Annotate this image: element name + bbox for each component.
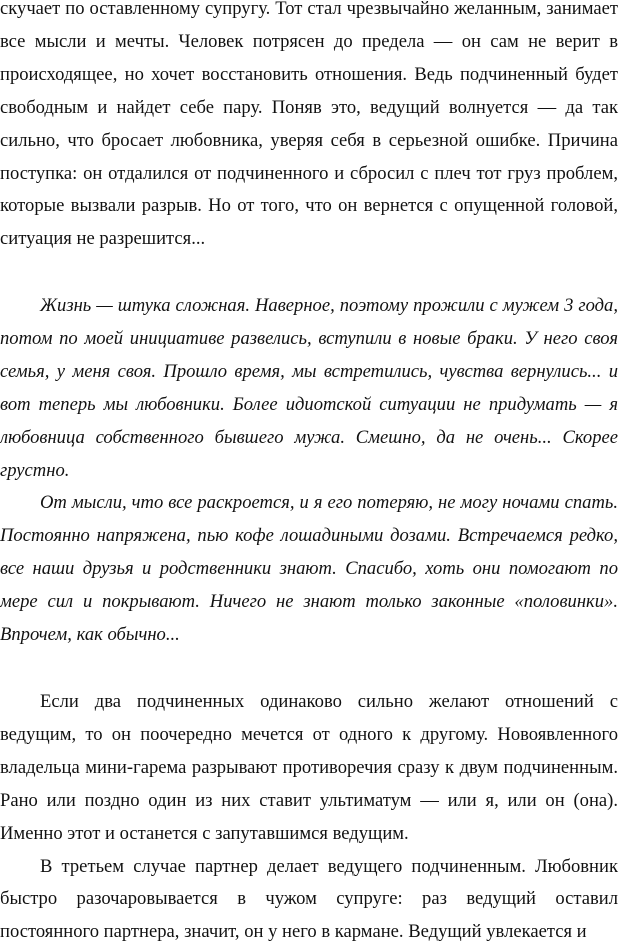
quoted-letter-block <box>0 290 618 652</box>
quote-paragraph-2: От мысли, что все раскроется, и я его потеряю, не могу ночами спать. Постоянно напряжена, пью кофе лошадиными дозами. Встречаемся редко, все наши друзья и родственники знают. Спасибо, хоть они помогают по мере сил и покрывают. Ничего не знают только законные «половинки». Впрочем, как обычно... <box>0 492 618 646</box>
paragraph-third-case: В третьем случае партнер делает ведущего подчиненным. Любовник быстро разочаровывается в чужом супруге: раз ведущий оставил постоянного партнера, значит, он у него в кармане. Ведущий увлекается и <box>0 855 618 943</box>
closing-text-block <box>0 686 618 949</box>
paragraph-continuation: скучает по оставленному супругу. Тот стал чрезвычайно желанным, занимает все мысли и мечты. Человек потрясен до предела — он сам не верит в происходящее, но хочет восстановить отношения. Ведь подчиненный будет свободным и найдет себе пару. Поняв это, ведущий волнуется — да так сильно, что бросает любовника, уверяя себя в серьезной ошибке. Причина поступка: он отдалился от подчиненного и сбросил с плеч тот груз проблем, которые вызвали разрыв. Но от того, что он вернется с опущенной головой, ситуация не разрешится... <box>0 0 618 250</box>
paragraph-two-subordinates: Если два подчиненных одинаково сильно желают отношений с ведущим, то он поочередно мечется от одного к другому. Новоявленного владельца мини-гарема разрывают противоречия сразу к двум подчиненным. Рано или поздно один из них ставит ультиматум — или я, или он (она). Именно этот и останется с запутавшимся ведущим. <box>0 691 618 844</box>
quote-paragraph-1: Жизнь — штука сложная. Наверное, поэтому прожили с мужем 3 года, потом по моей инициативе развелись, вступили в новые браки. У него своя семья, у меня своя. Прошло время, мы встретились, чувства вернулись... и вот теперь мы любовники. Более идиотской ситуации не придумать — я любовница собственного бывшего мужа. Смешно, да не очень... Скорее грустно. <box>0 295 618 481</box>
opening-text-block <box>0 0 618 256</box>
